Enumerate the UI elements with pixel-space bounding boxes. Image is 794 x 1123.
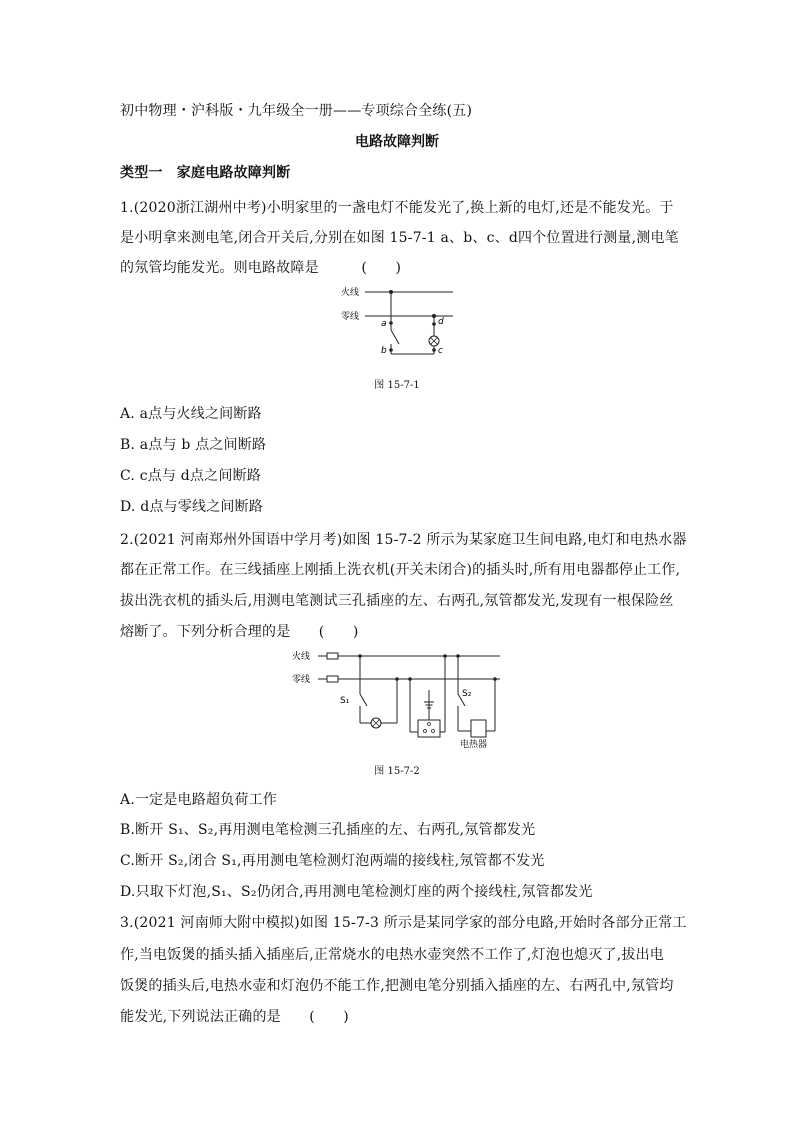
switch-s2-label: S₂ xyxy=(462,689,472,699)
point-d-label: d xyxy=(438,317,444,327)
q2-line-3: 拔出洗衣机的插头后,用测电笔测试三孔插座的左、右两孔,氖管都发光,发现有一根保险丝 xyxy=(120,593,674,609)
q2-option-c: C.断开 S₂,闭合 S₁,再用测电笔检测灯泡两端的接线柱,氖管都不发光 xyxy=(120,853,545,869)
figure-1-caption: 图 15-7-1 xyxy=(374,380,420,391)
fuse-icon xyxy=(327,676,338,682)
live-wire-label: 火线 xyxy=(292,652,311,662)
q2-option-b: B.断开 S₁、S₂,再用测电笔检测三孔插座的左、右两孔,氖管都发光 xyxy=(120,822,536,838)
q2-line-1: 2.(2021 河南郑州外国语中学月考)如图 15-7-2 所示为某家庭卫生间电路,电灯和电热水器 xyxy=(120,532,687,548)
q3-line-3: 饭煲的插头后,电热水壶和灯泡仍不能工作,把测电笔分别插入插座的左、右两孔中,氖管均 xyxy=(120,978,674,994)
q3-line-4: 能发光,下列说法正确的是 ( ) xyxy=(120,1009,349,1025)
document-header: 初中物理・沪科版・九年级全一册——专项综合全练(五) xyxy=(120,103,473,119)
switch-s1-label: S₁ xyxy=(340,696,350,706)
q3-line-2: 作,当电饭煲的插头插入插座后,正常烧水的电热水壶突然不工作了,灯泡也熄灭了,拔出电 xyxy=(120,947,664,963)
point-a-label: a xyxy=(381,319,387,329)
neutral-wire-label: 零线 xyxy=(341,312,360,322)
live-wire-label: 火线 xyxy=(341,288,360,298)
neutral-wire-label: 零线 xyxy=(292,675,311,685)
q3-line-1: 3.(2021 河南师大附中模拟)如图 15-7-3 所示是某同学家的部分电路,开始时各部分正常工 xyxy=(120,915,687,931)
section-heading: 类型一 家庭电路故障判断 xyxy=(120,165,291,181)
q1-line-2: 是小明拿来测电笔,闭合开关后,分别在如图 15-7-1 a、b、c、d四个位置进行测量,测电笔 xyxy=(120,230,679,246)
point-c-label: c xyxy=(438,346,443,356)
q1-option-a: A. a点与火线之间断路 xyxy=(120,406,262,422)
point-b-label: b xyxy=(381,346,387,356)
q2-line-4: 熔断了。下列分析合理的是 ( ) xyxy=(120,624,359,640)
q1-line-1: 1.(2020浙江湖州中考)小明家里的一盏电灯不能发光了,换上新的电灯,还是不能发光。于 xyxy=(120,200,674,216)
q2-line-2: 都在正常工作。在三线插座上刚插上洗衣机(开关未闭合)的插头时,所有用电器都停止工作, xyxy=(120,562,681,578)
q1-option-c: C. c点与 d点之间断路 xyxy=(120,468,261,484)
figure-15-7-2 xyxy=(290,646,510,752)
q1-option-d: D. d点与零线之间断路 xyxy=(120,499,263,515)
q2-option-d: D.只取下灯泡,S₁、S₂仍闭合,再用测电笔检测灯座的两个接线柱,氖管都发光 xyxy=(120,884,593,900)
heater-label: 电热器 xyxy=(460,740,488,750)
water-heater-icon xyxy=(471,720,486,737)
q2-option-a: A.一定是电路超负荷工作 xyxy=(120,792,277,808)
page-title: 电路故障判断 xyxy=(355,134,439,150)
fuse-icon xyxy=(327,653,338,659)
figure-15-7-1 xyxy=(335,280,465,368)
q1-option-b: B. a点与 b 点之间断路 xyxy=(120,437,267,453)
switch-blade xyxy=(391,330,399,344)
figure-2-caption: 图 15-7-2 xyxy=(374,766,420,777)
q1-line-3: 的氖管均能发光。则电路故障是 ( ) xyxy=(120,260,402,276)
